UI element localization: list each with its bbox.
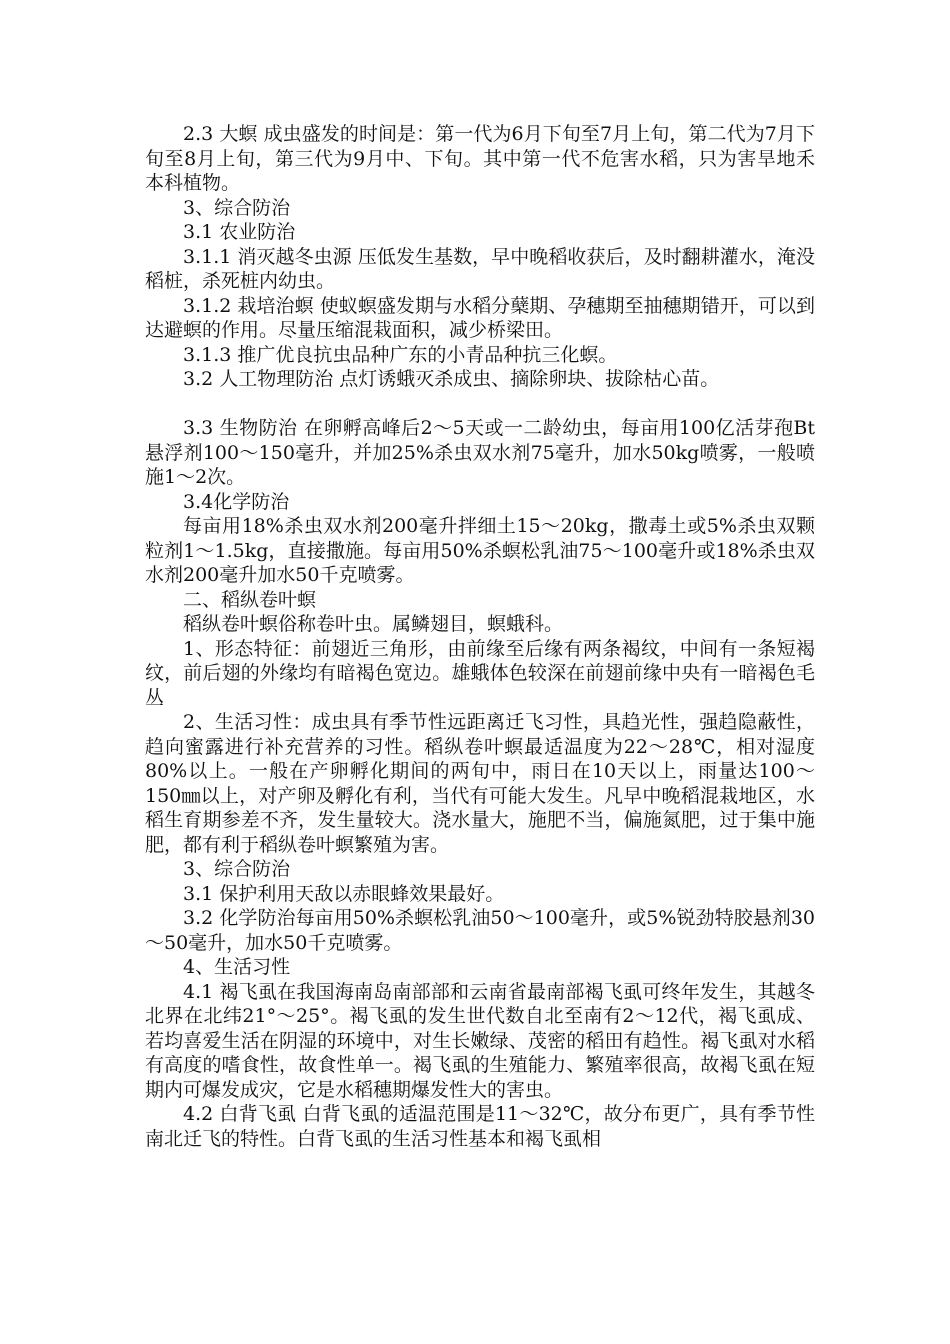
heading-agricultural-control: 3.1 农业防治 xyxy=(183,221,296,243)
paragraph-3-1-3: 3.1.3 推广优良抗虫品种广东的小青品种抗三化螟。 xyxy=(183,343,618,366)
paragraph-3-1-2: 3.1.2 栽培治螟 使蚁螟盛发期与水稻分蘖期、孕穗期至抽穗期错开，可以到达避螟的作用。尽量压缩混栽面积，减少桥梁田。 xyxy=(145,294,815,341)
paragraph-morphology: 1、形态特征：前翅近三角形，由前缘至后缘有两条褐纹，中间有一条短褐纹，前后翅的外缘均有暗褐色宽边。雄蛾体色较深在前翅前缘中央有一暗褐色毛丛 xyxy=(145,637,815,709)
paragraph-4-2-white-backed-planthopper: 4.2 白背飞虱 白背飞虱的适温范围是11～32℃，故分布更广，具有季节性南北迁飞的特性。白背飞虱的生活习性基本和褐飞虱相 xyxy=(145,1103,815,1150)
heading-integrated-control: 3、综合防治 xyxy=(183,196,291,219)
heading-leaf-roller: 二、稻纵卷叶螟 xyxy=(183,588,317,611)
paragraph-leaf-roller-intro: 稻纵卷叶螟俗称卷叶虫。属鳞翅目，螟蛾科。 xyxy=(183,613,564,635)
paragraph-living-habits: 2、生活习性：成虫具有季节性远距离迁飞习性，具趋光性，强趋隐蔽性，趋向蜜露进行补充营养的习性。稻纵卷叶螟最适温度为22～28℃，相对湿度80%以上。一般在产卵孵化期间的两旬中，雨日在10天以上，雨量达100～150㎜以上，对产卵及孵化有利，当代有可能大发生。凡早中晚稻混栽地区，水稻生育期参差不齐，发生量较大。浇水量大，施肥不当，偏施氮肥，过于集中施肥，都有利于稻纵卷叶螟繁殖为害。 xyxy=(145,711,815,856)
paragraph-3-1-1: 3.1.1 消灭越冬虫源 压低发生基数，早中晚稻收获后，及时翻耕灌水，淹没稻桩，杀死桩内幼虫。 xyxy=(145,245,815,292)
heading-chemical-control: 3.4化学防治 xyxy=(183,490,290,513)
paragraph-4-1-brown-planthopper: 4.1 褐飞虱在我国海南岛南部部和云南省最南部褐飞虱可终年发生，其越冬北界在北纬21°～25°。褐飞虱的发生世代数自北至南有2～12代，褐飞虱成、若均喜爱生活在阴湿的环境中，对生长嫩绿、茂密的稻田有趋性。褐飞虱对水稻有高度的嗜食性，故食性单一。褐飞虱的生殖能力、繁殖率很高，故褐飞虱在短期内可爆发成灾，它是水稻穗期爆发性大的害虫。 xyxy=(145,980,815,1101)
paragraph-2-3-large-borer: 2.3 大螟 成虫盛发的时间是：第一代为6月下旬至7月上旬，第二代为7月下旬至8月上旬，第三代为9月中、下旬。其中第一代不危害水稻，只为害旱地禾本科植物。 xyxy=(145,123,815,194)
paragraph-3-1-natural-enemies: 3.1 保护利用天敌以赤眼蜂效果最好。 xyxy=(183,882,505,905)
heading-integrated-control-2: 3、综合防治 xyxy=(183,858,291,880)
paragraph-chemical-dosage: 每亩用18%杀虫双水剂200毫升拌细土15～20kg，撒毒土或5%杀虫双颗粒剂1～1.5kg，直接撒施。每亩用50%杀螟松乳油75～100毫升或18%杀虫双水剂200毫升加水50千克喷雾。 xyxy=(145,515,815,586)
paragraph-3-2-chemical: 3.2 化学防治每亩用50%杀螟松乳油50～100毫升，或5%锐劲特胶悬剂30～50毫升，加水50千克喷雾。 xyxy=(145,907,815,954)
paragraph-3-2-physical-control: 3.2 人工物理防治 点灯诱蛾灭杀成虫、摘除卵块、拔除枯心苗。 xyxy=(183,368,720,390)
blank-line xyxy=(145,392,815,417)
document-body xyxy=(145,122,815,1151)
paragraph-3-3-biological-control: 3.3 生物防治 在卵孵高峰后2～5天或一二龄幼虫，每亩用100亿活芽孢Bt悬浮剂100～150毫升，并加25%杀虫双水剂75毫升，加水50kg喷雾，一般喷施1～2次。 xyxy=(145,417,815,488)
heading-living-habits-4: 4、生活习性 xyxy=(183,956,291,978)
